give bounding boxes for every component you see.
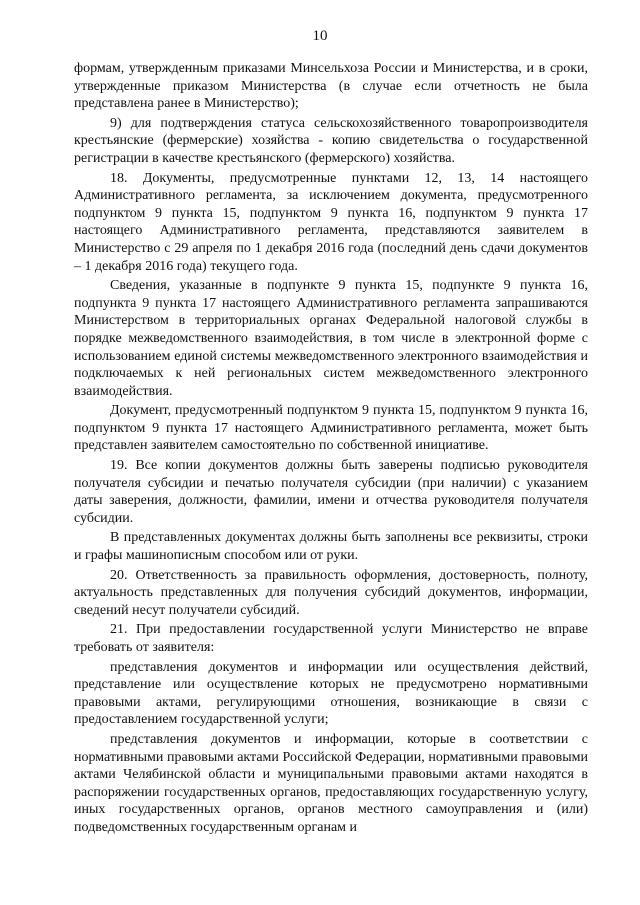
paragraph: 18. Документы, предусмотренные пунктами 12, 13, 14 настоящего Административного регламента, за исключением документа, предусмотренного подпунктом 9 пункта 15, подпунктом 9 пункта 16, подпунктом 9 пункта 17 настоящего Административного регламента, представляются заявителем в Министерство с 29 апреля по 1 декабря 2016 года (последний день сдачи документов – 1 декабря 2016 года) текущего года. (74, 170, 588, 274)
paragraph: 9) для подтверждения статуса сельскохозяйственного товаропроизводителя крестьянские (фермерские) хозяйства - копию свидетельства о государственной регистрации в качестве крестьянского (фермерского) хозяйства. (74, 115, 588, 166)
paragraph: 19. Все копии документов должны быть заверены подписью руководителя получателя субсидии и печатью получателя субсидии (при наличии) с указанием даты заверения, должности, фамилии, имени и отчества руководителя получателя субсидии. (74, 458, 588, 526)
paragraph: 20. Ответственность за правильность оформления, достоверность, полноту, актуальность представленных для получения субсидий документов, информации, сведений несут получатели субсидий. (74, 567, 588, 618)
document-body (74, 60, 588, 839)
paragraph: Документ, предусмотренный подпунктом 9 пункта 15, подпунктом 9 пункта 16, подпунктом 9 пункта 17 настоящего Административного регламента, может быть представлен заявителем самостоятельно по собственной инициативе. (74, 403, 588, 454)
paragraph: 21. При предоставлении государственной услуги Министерство не вправе требовать от заявителя: (74, 622, 588, 655)
paragraph: Сведения, указанные в подпункте 9 пункта 15, подпункте 9 пункта 16, подпункта 9 пункта 17 настоящего Административного регламента запрашиваются Министерством в территориальных органах Федеральной налоговой службы в порядке межведомственного взаимодействия, в том числе в электронной форме с использованием единой системы межведомственного электронного взаимодействия и подключаемых к ней региональных систем межведомственного электронного взаимодействия. (74, 278, 588, 399)
page-number: 10 (312, 28, 328, 44)
paragraph: формам, утвержденным приказами Минсельхоза России и Министерства, и в сроки, утвержденные приказом Министерства (в случае если отчетность не была представлена ранее в Министерство); (74, 61, 588, 112)
paragraph: В представленных документах должны быть заполнены все реквизиты, строки и графы машинописным способом или от руки. (74, 530, 588, 564)
paragraph: представления документов и информации, которые в соответствии с нормативными правовыми актами Российской Федерации, нормативными правовыми актами Челябинской области и муниципальными правовыми актами находятся в распоряжении государственных органов, предоставляющих государственную услугу, иных государственных органов, органов местного самоуправления и (или) подведомственных государственным органам и (74, 731, 588, 835)
paragraph: представления документов и информации или осуществления действий, представление или осуществление которых не предусмотрено нормативными правовыми актами, регулирующими отношения, возникающие в связи с предоставлением государственной услуги; (74, 659, 588, 728)
